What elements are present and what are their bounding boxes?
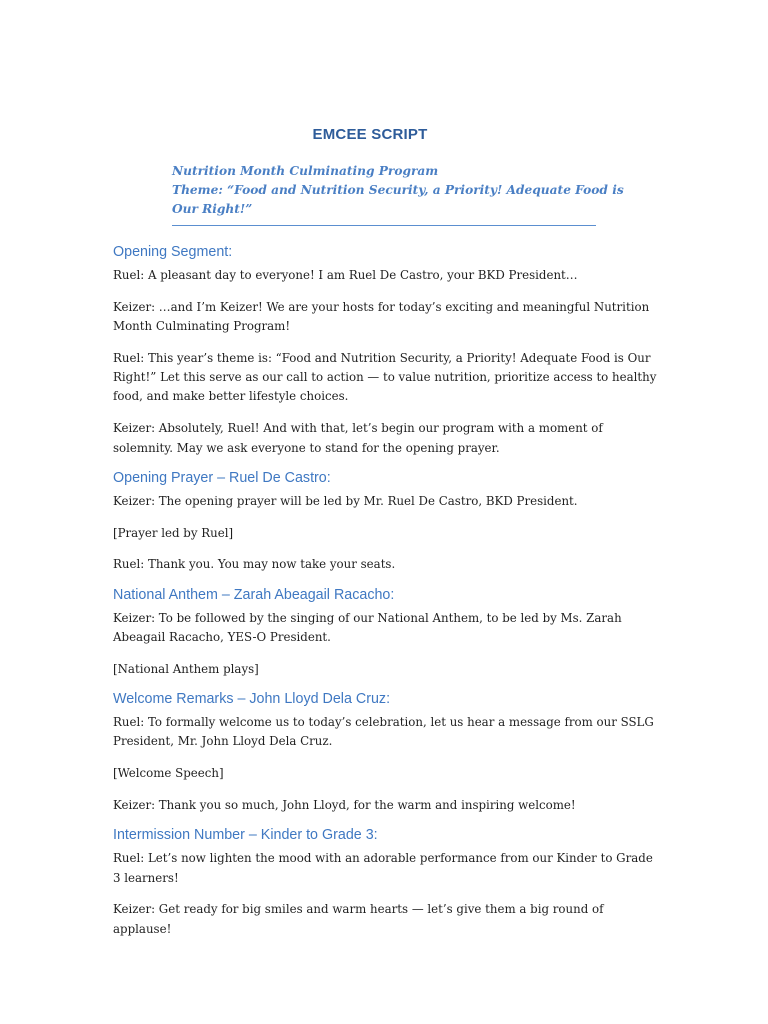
stage-direction: [National Anthem plays]: [113, 661, 259, 676]
section-opening-segment: [113, 242, 658, 458]
section-intermission-number: [113, 825, 658, 939]
script-line: Keizer: The opening prayer will be led by Mr. Ruel De Castro, BKD President.: [113, 493, 578, 508]
script-line: Keizer: To be followed by the singing of our National Anthem, to be led by Ms. Zarah Abeagail Racacho, YES-O President.: [113, 610, 622, 645]
subtitle-line: Theme: “Food and Nutrition Security, a Priority! Adequate Food is: [172, 183, 624, 197]
script-line: Keizer: …and I’m Keizer! We are your hosts for today’s exciting and meaningful Nutrition Month Culminating Program!: [113, 299, 650, 334]
stage-direction: [Prayer led by Ruel]: [113, 525, 234, 540]
section-heading: National Anthem – Zarah Abeagail Racacho:: [113, 586, 395, 603]
subtitle-line: Our Right!”: [172, 202, 253, 216]
subtitle-line: Nutrition Month Culminating Program: [172, 164, 439, 178]
script-line: Ruel: A pleasant day to everyone! I am Ruel De Castro, your BKD President…: [113, 268, 578, 282]
script-line: Ruel: Thank you. You may now take your seats.: [113, 557, 396, 572]
section-welcome-remarks: [113, 689, 658, 815]
section-heading: Intermission Number – Kinder to Grade 3:: [113, 827, 378, 844]
section-opening-prayer: [113, 468, 658, 575]
script-body: [113, 242, 658, 952]
program-subtitle: [172, 162, 624, 226]
section-national-anthem: [113, 585, 658, 679]
script-line: Keizer: Get ready for big smiles and warm hearts — let’s give them a big round of applause!: [113, 902, 604, 936]
section-heading: Welcome Remarks – John Lloyd Dela Cruz:: [113, 691, 391, 708]
section-heading: Opening Segment:: [113, 244, 233, 260]
document-title: EMCEE SCRIPT: [312, 126, 428, 143]
script-line: Keizer: Thank you so much, John Lloyd, for the warm and inspiring welcome!: [113, 798, 576, 813]
script-line: Ruel: To formally welcome us to today’s celebration, let us hear a message from our SSLG President, Mr. John Lloyd Dela Cruz.: [113, 715, 654, 749]
script-line: Keizer: Absolutely, Ruel! And with that, let’s begin our program with a moment of solemnity. May we ask everyone to stand for the opening prayer.: [113, 421, 603, 455]
script-line: Ruel: This year’s theme is: “Food and Nutrition Security, a Priority! Adequate Food is Our Right!” Let this serve as our call to action — to value nutrition, prioritize access to healthy food, and make better lifestyle choices.: [113, 350, 657, 404]
stage-direction: [Welcome Speech]: [113, 766, 224, 781]
script-line: Ruel: Let’s now lighten the mood with an adorable performance from our Kinder to Grade 3 learners!: [113, 851, 653, 885]
section-heading: Opening Prayer – Ruel De Castro:: [113, 469, 331, 486]
